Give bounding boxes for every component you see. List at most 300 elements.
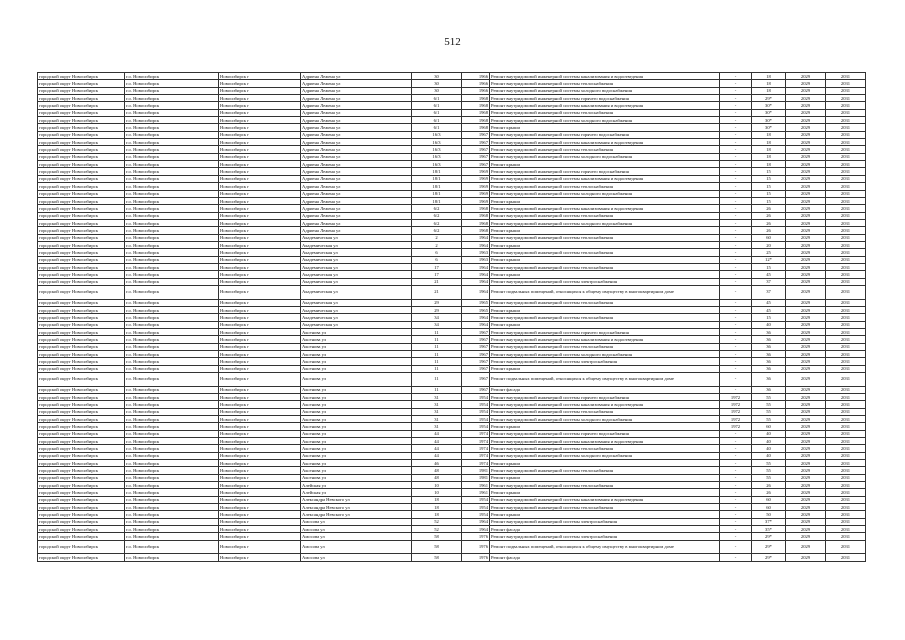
- cell-settlement: Новосибирск г: [219, 386, 301, 393]
- cell-work-type: Ремонт крыши: [490, 460, 720, 467]
- cell-municipality: городской округ Новосибирск: [38, 212, 125, 219]
- cell-district: г.о. Новосибирск: [125, 263, 219, 270]
- table-row: [38, 95, 866, 102]
- cell-district: г.о. Новосибирск: [125, 131, 219, 138]
- cell-reconstruction-year: -: [720, 278, 752, 285]
- cell-plan-start: 2029: [786, 350, 826, 357]
- cell-reconstruction-year: -: [720, 227, 752, 234]
- table-row: [38, 205, 866, 212]
- cell-reconstruction-year: -: [720, 474, 752, 481]
- table-row: [38, 504, 866, 511]
- cell-wear-percent: 18: [752, 131, 786, 138]
- table-row: [38, 430, 866, 437]
- cell-settlement: Новосибирск г: [219, 373, 301, 387]
- cell-house: 11: [412, 343, 462, 350]
- cell-street: Адриена Лежена ул: [301, 95, 412, 102]
- cell-district: г.о. Новосибирск: [125, 219, 219, 226]
- table-row: [38, 482, 866, 489]
- cell-reconstruction-year: -: [720, 554, 752, 561]
- cell-wear-percent: 55: [752, 401, 786, 408]
- cell-wear-percent: 37: [752, 285, 786, 299]
- cell-wear-percent: 18: [752, 87, 786, 94]
- cell-wear-percent: 26: [752, 219, 786, 226]
- cell-plan-end: 2031: [826, 423, 866, 430]
- cell-plan-end: 2031: [826, 190, 866, 197]
- cell-reconstruction-year: -: [720, 299, 752, 306]
- cell-house: 30: [412, 73, 462, 80]
- cell-district: г.о. Новосибирск: [125, 234, 219, 241]
- cell-house: 18/1: [412, 197, 462, 204]
- cell-plan-start: 2029: [786, 183, 826, 190]
- cell-work-type: Ремонт крыши: [490, 489, 720, 496]
- cell-wear-percent: 36: [752, 350, 786, 357]
- cell-municipality: городской округ Новосибирск: [38, 336, 125, 343]
- cell-municipality: городской округ Новосибирск: [38, 124, 125, 131]
- cell-work-type: Ремонт внутридомовой инженерной системы теплоснабжения: [490, 249, 720, 256]
- cell-work-type: Ремонт внутридомовой инженерной системы горячего водоснабжения: [490, 393, 720, 400]
- cell-district: г.о. Новосибирск: [125, 554, 219, 561]
- cell-street: Аксенова ул: [301, 415, 412, 422]
- cell-work-type: Ремонт крыши: [490, 474, 720, 481]
- cell-built-year: 1967: [462, 343, 490, 350]
- cell-plan-start: 2029: [786, 212, 826, 219]
- cell-district: г.о. Новосибирск: [125, 511, 219, 518]
- cell-built-year: 1969: [462, 175, 490, 182]
- cell-district: г.о. Новосибирск: [125, 306, 219, 313]
- cell-plan-start: 2029: [786, 504, 826, 511]
- cell-district: г.о. Новосибирск: [125, 350, 219, 357]
- cell-district: г.о. Новосибирск: [125, 365, 219, 372]
- cell-plan-start: 2029: [786, 117, 826, 124]
- cell-plan-end: 2031: [826, 373, 866, 387]
- cell-work-type: Ремонт внутридомовой инженерной системы холодного водоснабжения: [490, 190, 720, 197]
- cell-reconstruction-year: -: [720, 533, 752, 540]
- cell-reconstruction-year: -: [720, 161, 752, 168]
- table-row: [38, 263, 866, 270]
- cell-settlement: Новосибирск г: [219, 249, 301, 256]
- cell-plan-end: 2031: [826, 386, 866, 393]
- cell-plan-start: 2029: [786, 314, 826, 321]
- cell-built-year: 1954: [462, 415, 490, 422]
- cell-district: г.о. Новосибирск: [125, 175, 219, 182]
- cell-plan-start: 2029: [786, 511, 826, 518]
- cell-work-type: Ремонт внутридомовой инженерной системы теплоснабжения: [490, 146, 720, 153]
- cell-wear-percent: 18: [752, 146, 786, 153]
- table-row: [38, 175, 866, 182]
- cell-plan-start: 2029: [786, 146, 826, 153]
- cell-municipality: городской округ Новосибирск: [38, 482, 125, 489]
- cell-work-type: Ремонт внутридомовой инженерной системы теплоснабжения: [490, 263, 720, 270]
- cell-plan-start: 2029: [786, 358, 826, 365]
- table-row: [38, 161, 866, 168]
- cell-district: г.о. Новосибирск: [125, 321, 219, 328]
- cell-street: Академическая ул: [301, 306, 412, 313]
- cell-street: Александра Невского ул: [301, 504, 412, 511]
- cell-municipality: городской округ Новосибирск: [38, 175, 125, 182]
- cell-plan-end: 2031: [826, 467, 866, 474]
- cell-reconstruction-year: 1972: [720, 423, 752, 430]
- cell-house: 11: [412, 373, 462, 387]
- cell-settlement: Новосибирск г: [219, 219, 301, 226]
- cell-house: 58: [412, 540, 462, 554]
- cell-wear-percent: 60: [752, 423, 786, 430]
- cell-plan-start: 2029: [786, 386, 826, 393]
- cell-reconstruction-year: -: [720, 109, 752, 116]
- cell-district: г.о. Новосибирск: [125, 489, 219, 496]
- cell-settlement: Новосибирск г: [219, 109, 301, 116]
- cell-plan-end: 2031: [826, 175, 866, 182]
- cell-plan-end: 2031: [826, 408, 866, 415]
- cell-settlement: Новосибирск г: [219, 168, 301, 175]
- cell-plan-end: 2031: [826, 306, 866, 313]
- cell-house: 6: [412, 256, 462, 263]
- cell-house: 6/1: [412, 117, 462, 124]
- cell-wear-percent: 40: [752, 452, 786, 459]
- cell-plan-end: 2031: [826, 212, 866, 219]
- cell-municipality: городской округ Новосибирск: [38, 321, 125, 328]
- cell-wear-percent: 29*: [752, 533, 786, 540]
- cell-plan-start: 2029: [786, 415, 826, 422]
- cell-built-year: 1964: [462, 518, 490, 525]
- cell-built-year: 1967: [462, 350, 490, 357]
- table-row: [38, 336, 866, 343]
- cell-municipality: городской округ Новосибирск: [38, 249, 125, 256]
- cell-house: 18/1: [412, 168, 462, 175]
- cell-street: Академическая ул: [301, 263, 412, 270]
- cell-settlement: Новосибирск г: [219, 408, 301, 415]
- cell-municipality: городской округ Новосибирск: [38, 271, 125, 278]
- cell-district: г.о. Новосибирск: [125, 168, 219, 175]
- cell-street: Адриена Лежена ул: [301, 109, 412, 116]
- cell-plan-start: 2029: [786, 343, 826, 350]
- cell-plan-start: 2029: [786, 227, 826, 234]
- cell-wear-percent: 50: [752, 511, 786, 518]
- cell-work-type: Ремонт внутридомовой инженерной системы канализования и водоотведения: [490, 175, 720, 182]
- table-row: [38, 219, 866, 226]
- cell-wear-percent: 20: [752, 241, 786, 248]
- cell-house: 17: [412, 263, 462, 270]
- cell-district: г.о. Новосибирск: [125, 438, 219, 445]
- table-row: [38, 401, 866, 408]
- cell-district: г.о. Новосибирск: [125, 343, 219, 350]
- cell-plan-end: 2031: [826, 401, 866, 408]
- cell-house: 58: [412, 533, 462, 540]
- cell-street: Аксенова ул: [301, 336, 412, 343]
- cell-plan-start: 2029: [786, 161, 826, 168]
- cell-reconstruction-year: -: [720, 249, 752, 256]
- cell-wear-percent: 60: [752, 234, 786, 241]
- cell-work-type: Ремонт подвальных помещений, относящихся к общему имуществу в многоквартирном доме: [490, 373, 720, 387]
- cell-plan-start: 2029: [786, 285, 826, 299]
- cell-work-type: Ремонт фасада: [490, 526, 720, 533]
- cell-work-type: Ремонт внутридомовой инженерной системы канализования и водоотведения: [490, 102, 720, 109]
- cell-street: Адриена Лежена ул: [301, 212, 412, 219]
- cell-plan-end: 2031: [826, 460, 866, 467]
- cell-district: г.о. Новосибирск: [125, 408, 219, 415]
- cell-house: 16/3: [412, 161, 462, 168]
- cell-reconstruction-year: -: [720, 482, 752, 489]
- cell-plan-end: 2031: [826, 321, 866, 328]
- cell-reconstruction-year: -: [720, 445, 752, 452]
- cell-plan-end: 2031: [826, 438, 866, 445]
- cell-street: Амосова ул: [301, 533, 412, 540]
- cell-district: г.о. Новосибирск: [125, 285, 219, 299]
- cell-district: г.о. Новосибирск: [125, 373, 219, 387]
- cell-settlement: Новосибирск г: [219, 124, 301, 131]
- cell-settlement: Новосибирск г: [219, 117, 301, 124]
- cell-work-type: Ремонт крыши: [490, 511, 720, 518]
- cell-plan-start: 2029: [786, 365, 826, 372]
- cell-house: 6/1: [412, 124, 462, 131]
- cell-plan-end: 2031: [826, 474, 866, 481]
- table-row: [38, 343, 866, 350]
- cell-district: г.о. Новосибирск: [125, 124, 219, 131]
- cell-built-year: 1954: [462, 511, 490, 518]
- cell-plan-start: 2029: [786, 256, 826, 263]
- table-row: [38, 102, 866, 109]
- cell-street: Аксенова ул: [301, 423, 412, 430]
- cell-reconstruction-year: -: [720, 256, 752, 263]
- cell-work-type: Ремонт внутридомовой инженерной системы теплоснабжения: [490, 445, 720, 452]
- cell-built-year: 1967: [462, 131, 490, 138]
- table-row: [38, 511, 866, 518]
- cell-plan-start: 2029: [786, 393, 826, 400]
- cell-work-type: Ремонт внутридомовой инженерной системы канализования и водоотведения: [490, 139, 720, 146]
- cell-settlement: Новосибирск г: [219, 393, 301, 400]
- cell-work-type: Ремонт крыши: [490, 227, 720, 234]
- cell-settlement: Новосибирск г: [219, 131, 301, 138]
- cell-reconstruction-year: -: [720, 124, 752, 131]
- cell-plan-start: 2029: [786, 401, 826, 408]
- cell-municipality: городской округ Новосибирск: [38, 80, 125, 87]
- cell-street: Адриена Лежена ул: [301, 139, 412, 146]
- cell-plan-end: 2031: [826, 139, 866, 146]
- cell-wear-percent: 55: [752, 408, 786, 415]
- cell-plan-end: 2031: [826, 197, 866, 204]
- cell-settlement: Новосибирск г: [219, 87, 301, 94]
- cell-wear-percent: 37*: [752, 518, 786, 525]
- cell-settlement: Новосибирск г: [219, 271, 301, 278]
- cell-municipality: городской округ Новосибирск: [38, 256, 125, 263]
- cell-plan-end: 2031: [826, 540, 866, 554]
- cell-plan-start: 2029: [786, 190, 826, 197]
- cell-street: Алейская ул: [301, 489, 412, 496]
- cell-settlement: Новосибирск г: [219, 467, 301, 474]
- cell-wear-percent: 18: [752, 153, 786, 160]
- table-row: [38, 117, 866, 124]
- cell-work-type: Ремонт внутридомовой инженерной системы холодного водоснабжения: [490, 153, 720, 160]
- cell-reconstruction-year: 1972: [720, 393, 752, 400]
- table-row: [38, 131, 866, 138]
- cell-municipality: городской округ Новосибирск: [38, 205, 125, 212]
- cell-wear-percent: 18: [752, 73, 786, 80]
- cell-house: 6/2: [412, 219, 462, 226]
- cell-wear-percent: 15: [752, 175, 786, 182]
- cell-municipality: городской округ Новосибирск: [38, 73, 125, 80]
- cell-municipality: городской округ Новосибирск: [38, 241, 125, 248]
- cell-municipality: городской округ Новосибирск: [38, 386, 125, 393]
- cell-street: Амосова ул: [301, 518, 412, 525]
- cell-plan-end: 2031: [826, 131, 866, 138]
- cell-settlement: Новосибирск г: [219, 415, 301, 422]
- cell-plan-start: 2029: [786, 131, 826, 138]
- cell-wear-percent: 40: [752, 430, 786, 437]
- cell-municipality: городской округ Новосибирск: [38, 227, 125, 234]
- cell-street: Алейская ул: [301, 482, 412, 489]
- cell-municipality: городской округ Новосибирск: [38, 161, 125, 168]
- cell-built-year: 1968: [462, 219, 490, 226]
- cell-wear-percent: 18: [752, 80, 786, 87]
- table-body: [38, 73, 866, 562]
- cell-work-type: Ремонт внутридомовой инженерной системы электроснабжения: [490, 533, 720, 540]
- cell-house: 30: [412, 80, 462, 87]
- cell-settlement: Новосибирск г: [219, 511, 301, 518]
- cell-settlement: Новосибирск г: [219, 540, 301, 554]
- cell-district: г.о. Новосибирск: [125, 430, 219, 437]
- cell-built-year: 1954: [462, 408, 490, 415]
- cell-plan-end: 2031: [826, 533, 866, 540]
- cell-settlement: Новосибирск г: [219, 234, 301, 241]
- cell-district: г.о. Новосибирск: [125, 183, 219, 190]
- cell-plan-start: 2029: [786, 153, 826, 160]
- cell-reconstruction-year: -: [720, 95, 752, 102]
- cell-reconstruction-year: -: [720, 540, 752, 554]
- cell-plan-end: 2031: [826, 102, 866, 109]
- cell-wear-percent: 29*: [752, 95, 786, 102]
- cell-plan-start: 2029: [786, 306, 826, 313]
- cell-street: Адриена Лежена ул: [301, 131, 412, 138]
- cell-settlement: Новосибирск г: [219, 482, 301, 489]
- cell-municipality: городской округ Новосибирск: [38, 504, 125, 511]
- cell-wear-percent: 15: [752, 263, 786, 270]
- cell-street: Аксенова ул: [301, 343, 412, 350]
- cell-wear-percent: 36: [752, 343, 786, 350]
- cell-street: Адриена Лежена ул: [301, 161, 412, 168]
- cell-street: Академическая ул: [301, 256, 412, 263]
- cell-reconstruction-year: -: [720, 131, 752, 138]
- cell-built-year: 1964: [462, 526, 490, 533]
- cell-plan-start: 2029: [786, 438, 826, 445]
- table-row: [38, 249, 866, 256]
- cell-municipality: городской округ Новосибирск: [38, 278, 125, 285]
- table-row: [38, 496, 866, 503]
- cell-built-year: 1974: [462, 430, 490, 437]
- cell-municipality: городской округ Новосибирск: [38, 234, 125, 241]
- capital-repair-table: [37, 72, 866, 562]
- cell-district: г.о. Новосибирск: [125, 87, 219, 94]
- cell-street: Аксенова ул: [301, 365, 412, 372]
- cell-street: Адриена Лежена ул: [301, 153, 412, 160]
- cell-house: 11: [412, 365, 462, 372]
- cell-reconstruction-year: -: [720, 460, 752, 467]
- cell-municipality: городской округ Новосибирск: [38, 415, 125, 422]
- cell-street: Аксенова ул: [301, 460, 412, 467]
- cell-street: Аксенова ул: [301, 358, 412, 365]
- cell-district: г.о. Новосибирск: [125, 241, 219, 248]
- cell-plan-end: 2031: [826, 415, 866, 422]
- cell-plan-start: 2029: [786, 87, 826, 94]
- cell-district: г.о. Новосибирск: [125, 256, 219, 263]
- cell-municipality: городской округ Новосибирск: [38, 460, 125, 467]
- cell-built-year: 1967: [462, 146, 490, 153]
- cell-work-type: Ремонт внутридомовой инженерной системы теплоснабжения: [490, 314, 720, 321]
- cell-house: 21: [412, 285, 462, 299]
- cell-work-type: Ремонт крыши: [490, 321, 720, 328]
- cell-district: г.о. Новосибирск: [125, 393, 219, 400]
- cell-plan-start: 2029: [786, 336, 826, 343]
- cell-district: г.о. Новосибирск: [125, 526, 219, 533]
- cell-plan-end: 2031: [826, 365, 866, 372]
- cell-street: Аксенова ул: [301, 328, 412, 335]
- cell-district: г.о. Новосибирск: [125, 518, 219, 525]
- cell-built-year: 1967: [462, 336, 490, 343]
- table-row: [38, 139, 866, 146]
- cell-house: 44: [412, 445, 462, 452]
- cell-house: 21: [412, 278, 462, 285]
- cell-built-year: 1974: [462, 438, 490, 445]
- cell-settlement: Новосибирск г: [219, 489, 301, 496]
- cell-reconstruction-year: -: [720, 219, 752, 226]
- cell-plan-end: 2031: [826, 511, 866, 518]
- cell-wear-percent: 36: [752, 373, 786, 387]
- cell-built-year: 1976: [462, 540, 490, 554]
- cell-wear-percent: 55: [752, 415, 786, 422]
- cell-plan-start: 2029: [786, 321, 826, 328]
- cell-settlement: Новосибирск г: [219, 336, 301, 343]
- cell-reconstruction-year: -: [720, 80, 752, 87]
- cell-wear-percent: 29*: [752, 554, 786, 561]
- cell-district: г.о. Новосибирск: [125, 190, 219, 197]
- cell-work-type: Ремонт внутридомовой инженерной системы холодного водоснабжения: [490, 350, 720, 357]
- cell-street: Аксенова ул: [301, 452, 412, 459]
- cell-plan-end: 2031: [826, 445, 866, 452]
- cell-plan-end: 2031: [826, 249, 866, 256]
- cell-plan-end: 2031: [826, 263, 866, 270]
- cell-street: Адриена Лежена ул: [301, 168, 412, 175]
- cell-work-type: Ремонт крыши: [490, 161, 720, 168]
- cell-plan-end: 2031: [826, 153, 866, 160]
- cell-work-type: Ремонт внутридомовой инженерной системы канализования и водоотведения: [490, 73, 720, 80]
- cell-municipality: городской округ Новосибирск: [38, 219, 125, 226]
- cell-municipality: городской округ Новосибирск: [38, 358, 125, 365]
- cell-municipality: городской округ Новосибирск: [38, 197, 125, 204]
- cell-plan-end: 2031: [826, 271, 866, 278]
- cell-settlement: Новосибирск г: [219, 139, 301, 146]
- cell-work-type: Ремонт внутридомовой инженерной системы холодного водоснабжения: [490, 87, 720, 94]
- table-row: [38, 540, 866, 554]
- cell-municipality: городской округ Новосибирск: [38, 373, 125, 387]
- cell-wear-percent: 25: [752, 249, 786, 256]
- cell-street: Академическая ул: [301, 234, 412, 241]
- cell-street: Адриена Лежена ул: [301, 80, 412, 87]
- cell-municipality: городской округ Новосибирск: [38, 496, 125, 503]
- cell-built-year: 1967: [462, 358, 490, 365]
- cell-district: г.о. Новосибирск: [125, 197, 219, 204]
- cell-house: 17: [412, 271, 462, 278]
- cell-house: 31: [412, 393, 462, 400]
- cell-reconstruction-year: -: [720, 504, 752, 511]
- cell-work-type: Ремонт внутридомовой инженерной системы горячего водоснабжения: [490, 95, 720, 102]
- cell-settlement: Новосибирск г: [219, 474, 301, 481]
- cell-plan-end: 2031: [826, 80, 866, 87]
- cell-municipality: городской округ Новосибирск: [38, 95, 125, 102]
- cell-settlement: Новосибирск г: [219, 146, 301, 153]
- cell-reconstruction-year: -: [720, 518, 752, 525]
- cell-built-year: 1976: [462, 554, 490, 561]
- cell-street: Аксенова ул: [301, 438, 412, 445]
- table-row: [38, 168, 866, 175]
- cell-house: 18: [412, 511, 462, 518]
